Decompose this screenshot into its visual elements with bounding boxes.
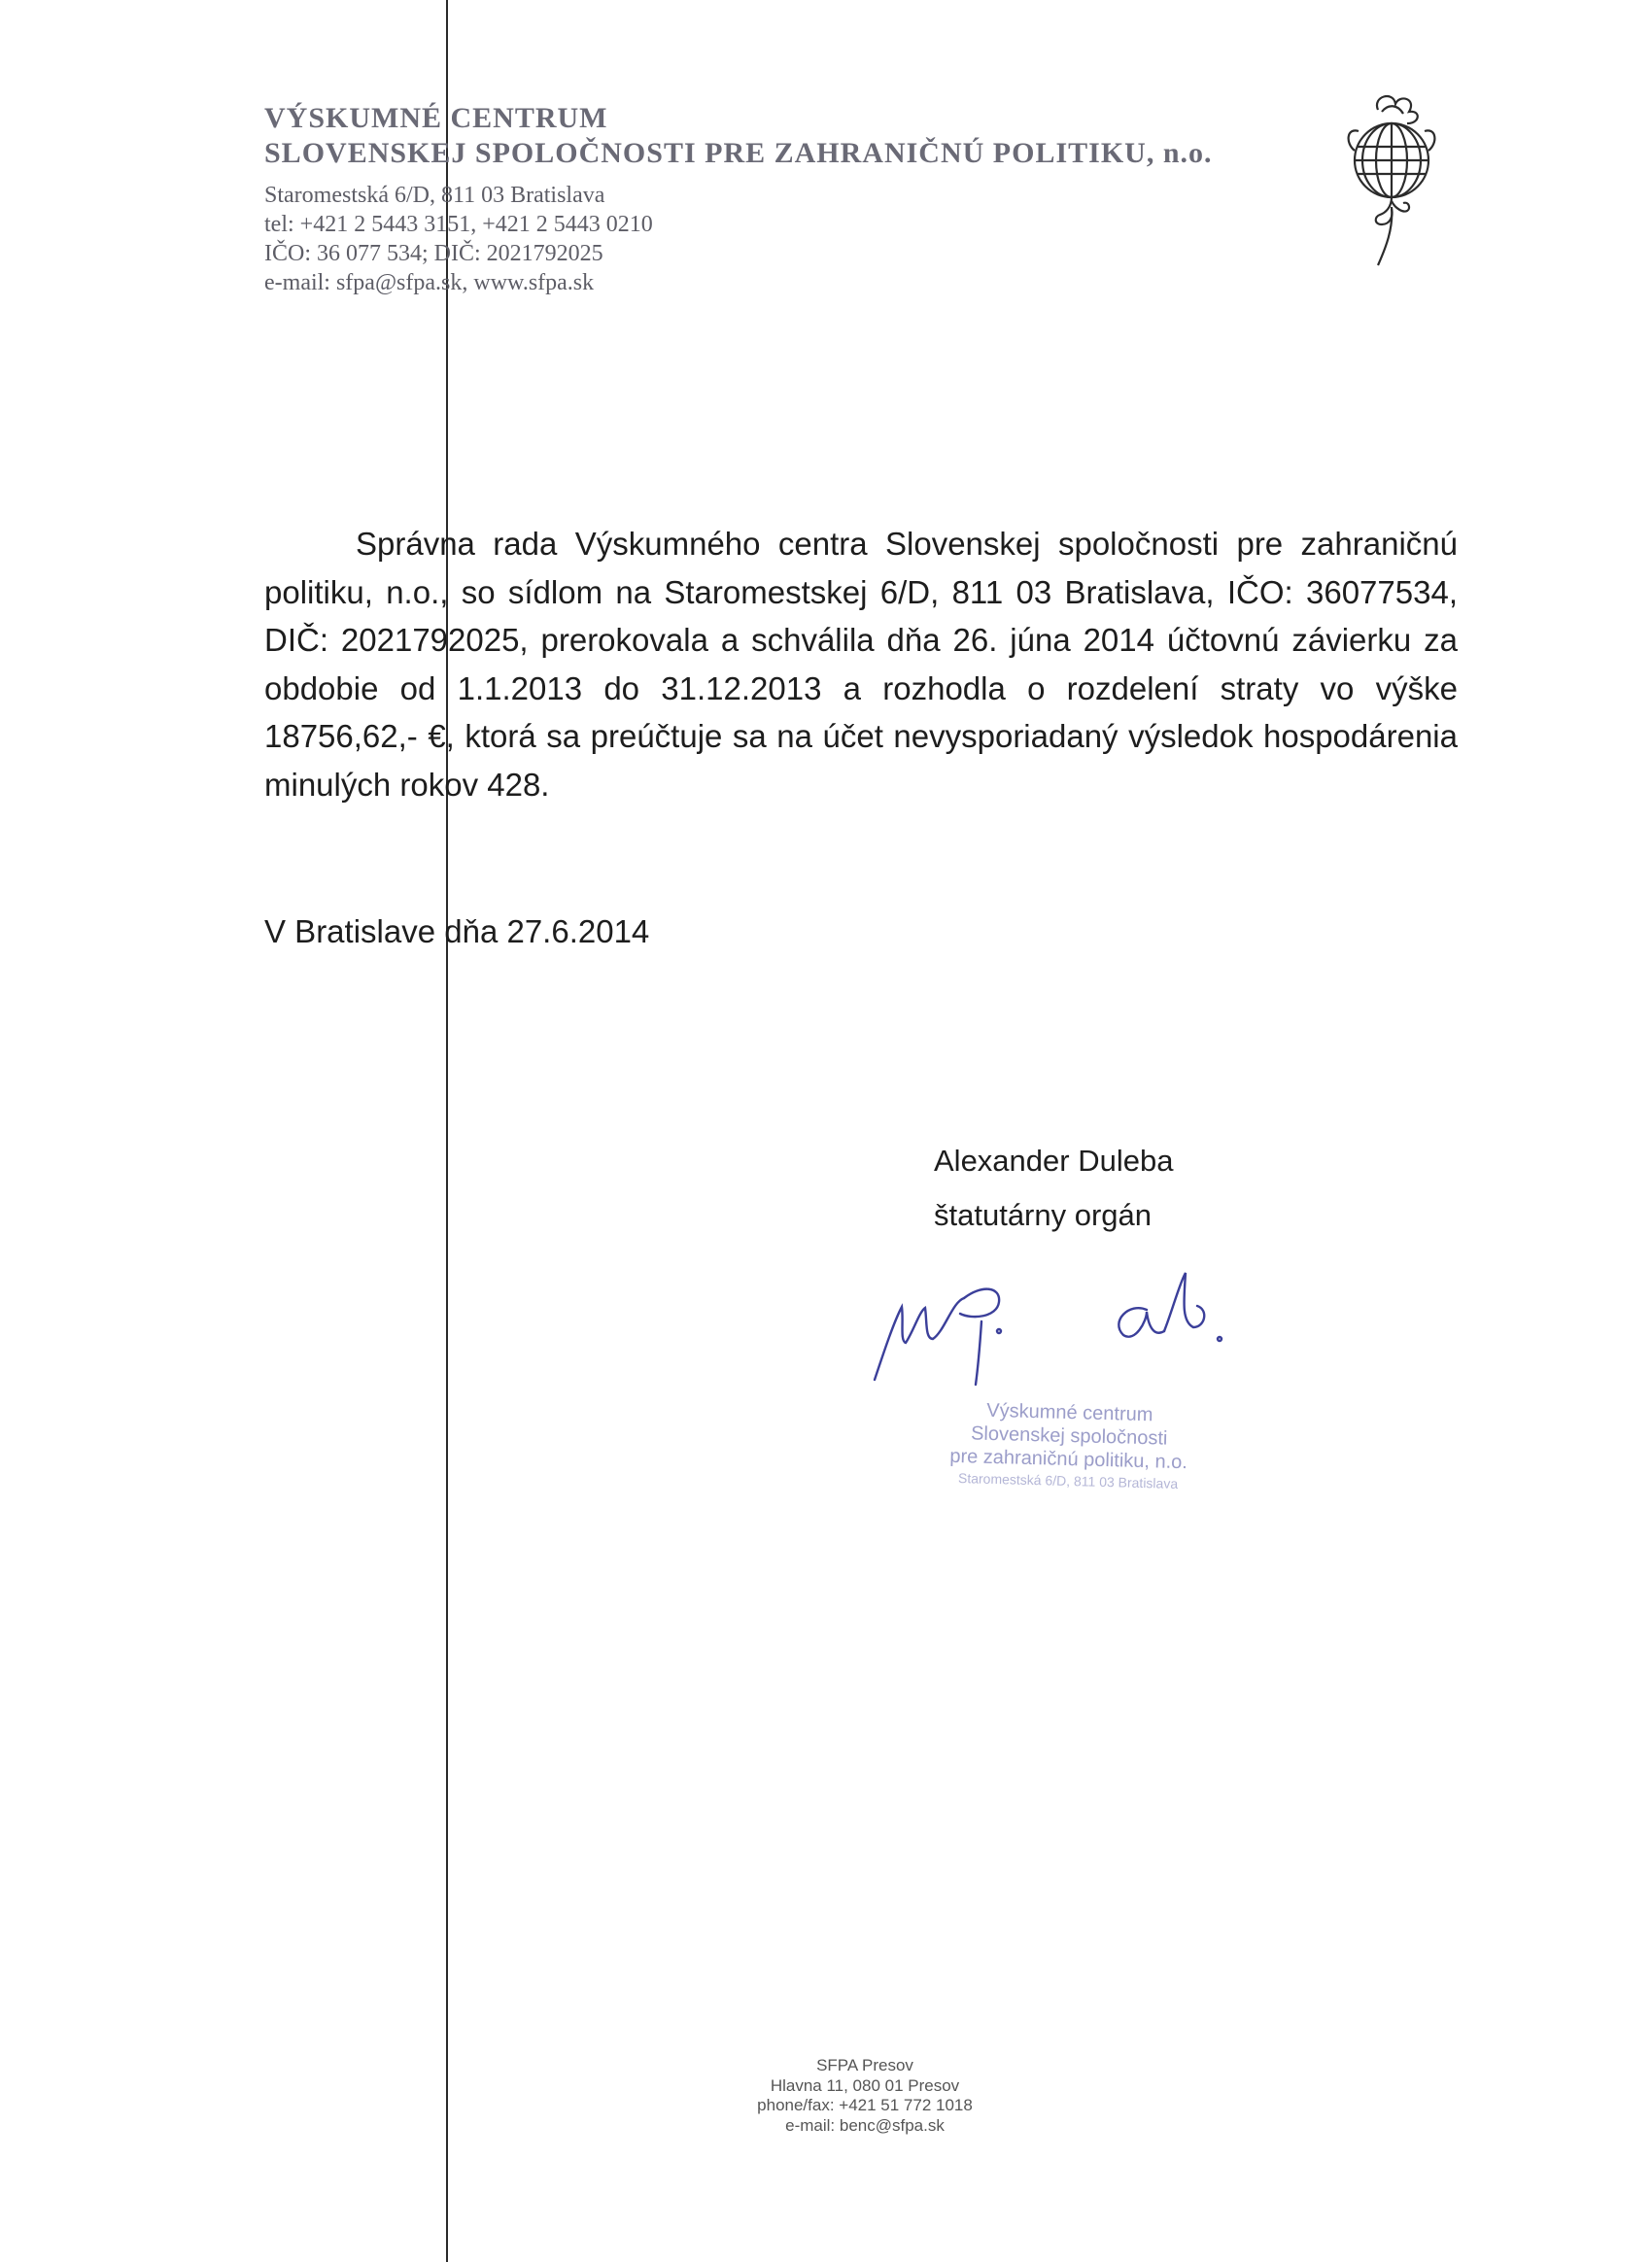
- footer-line4: e-mail: benc@sfpa.sk: [785, 2115, 945, 2135]
- stamp-line2: Slovenskej spoločnosti: [970, 1422, 1168, 1450]
- letterhead-ids: IČO: 36 077 534; DIČ: 2021792025: [264, 241, 603, 266]
- signatory-role: štatutárny orgán: [934, 1198, 1153, 1232]
- resolution-paragraph: Správna rada Výskumného centra Slovenskej spoločnosti pre zahraničnú politiku, n.o., so sídlom na Staromestskej 6/D, 811 03 Bratislava, IČO: 36077534, DIČ: 2021792025, prerokovala a schválila dňa 26. júna 2014 účtovnú závierku za obdobie od 1.1.2013 do 31.12.2013 a rozhodla o rozdelení straty vo výške 18756,62,- €, ktorá sa preúčtuje sa na účet nevysporiadaný výsledok hospodárenia minulých rokov 428.: [264, 526, 1458, 803]
- letterhead-contact: [264, 181, 1333, 297]
- stamp-line4: Staromestská 6/D, 811 03 Bratislava: [957, 1470, 1179, 1491]
- footer-line1: SFPA Presov: [816, 2056, 913, 2074]
- letterhead-phone: tel: +421 2 5443 3151, +421 2 5443 0210: [264, 212, 653, 237]
- signatory-name: Alexander Duleba: [934, 1144, 1174, 1178]
- org-name-line1: VÝSKUMNÉ CENTRUM: [264, 102, 608, 134]
- place-date: V Bratislave dňa 27.6.2014: [264, 913, 650, 949]
- scan-artifact-line: [446, 0, 448, 2262]
- letterhead-email-web: e-mail: sfpa@sfpa.sk, www.sfpa.sk: [264, 270, 595, 295]
- letterhead-address: Staromestská 6/D, 811 03 Bratislava: [264, 183, 605, 208]
- handwritten-signature: [855, 1263, 1341, 1389]
- footer: [680, 2056, 1050, 2136]
- org-name-line2: SLOVENSKEJ SPOLOČNOSTI PRE ZAHRANIČNÚ POLITIKU, n.o.: [264, 137, 1213, 169]
- globe-flower-logo-icon: [1339, 92, 1444, 267]
- organization-stamp: [903, 1397, 1235, 1495]
- letterhead: [264, 101, 1333, 297]
- stamp-line3: pre zahraničnú politiku, n.o.: [949, 1445, 1188, 1474]
- footer-line2: Hlavna 11, 080 01 Presov: [770, 2075, 960, 2095]
- stamp-line1: Výskumné centrum: [986, 1399, 1153, 1426]
- signatory-block: [934, 1134, 1173, 1243]
- footer-line3: phone/fax: +421 51 772 1018: [757, 2096, 973, 2114]
